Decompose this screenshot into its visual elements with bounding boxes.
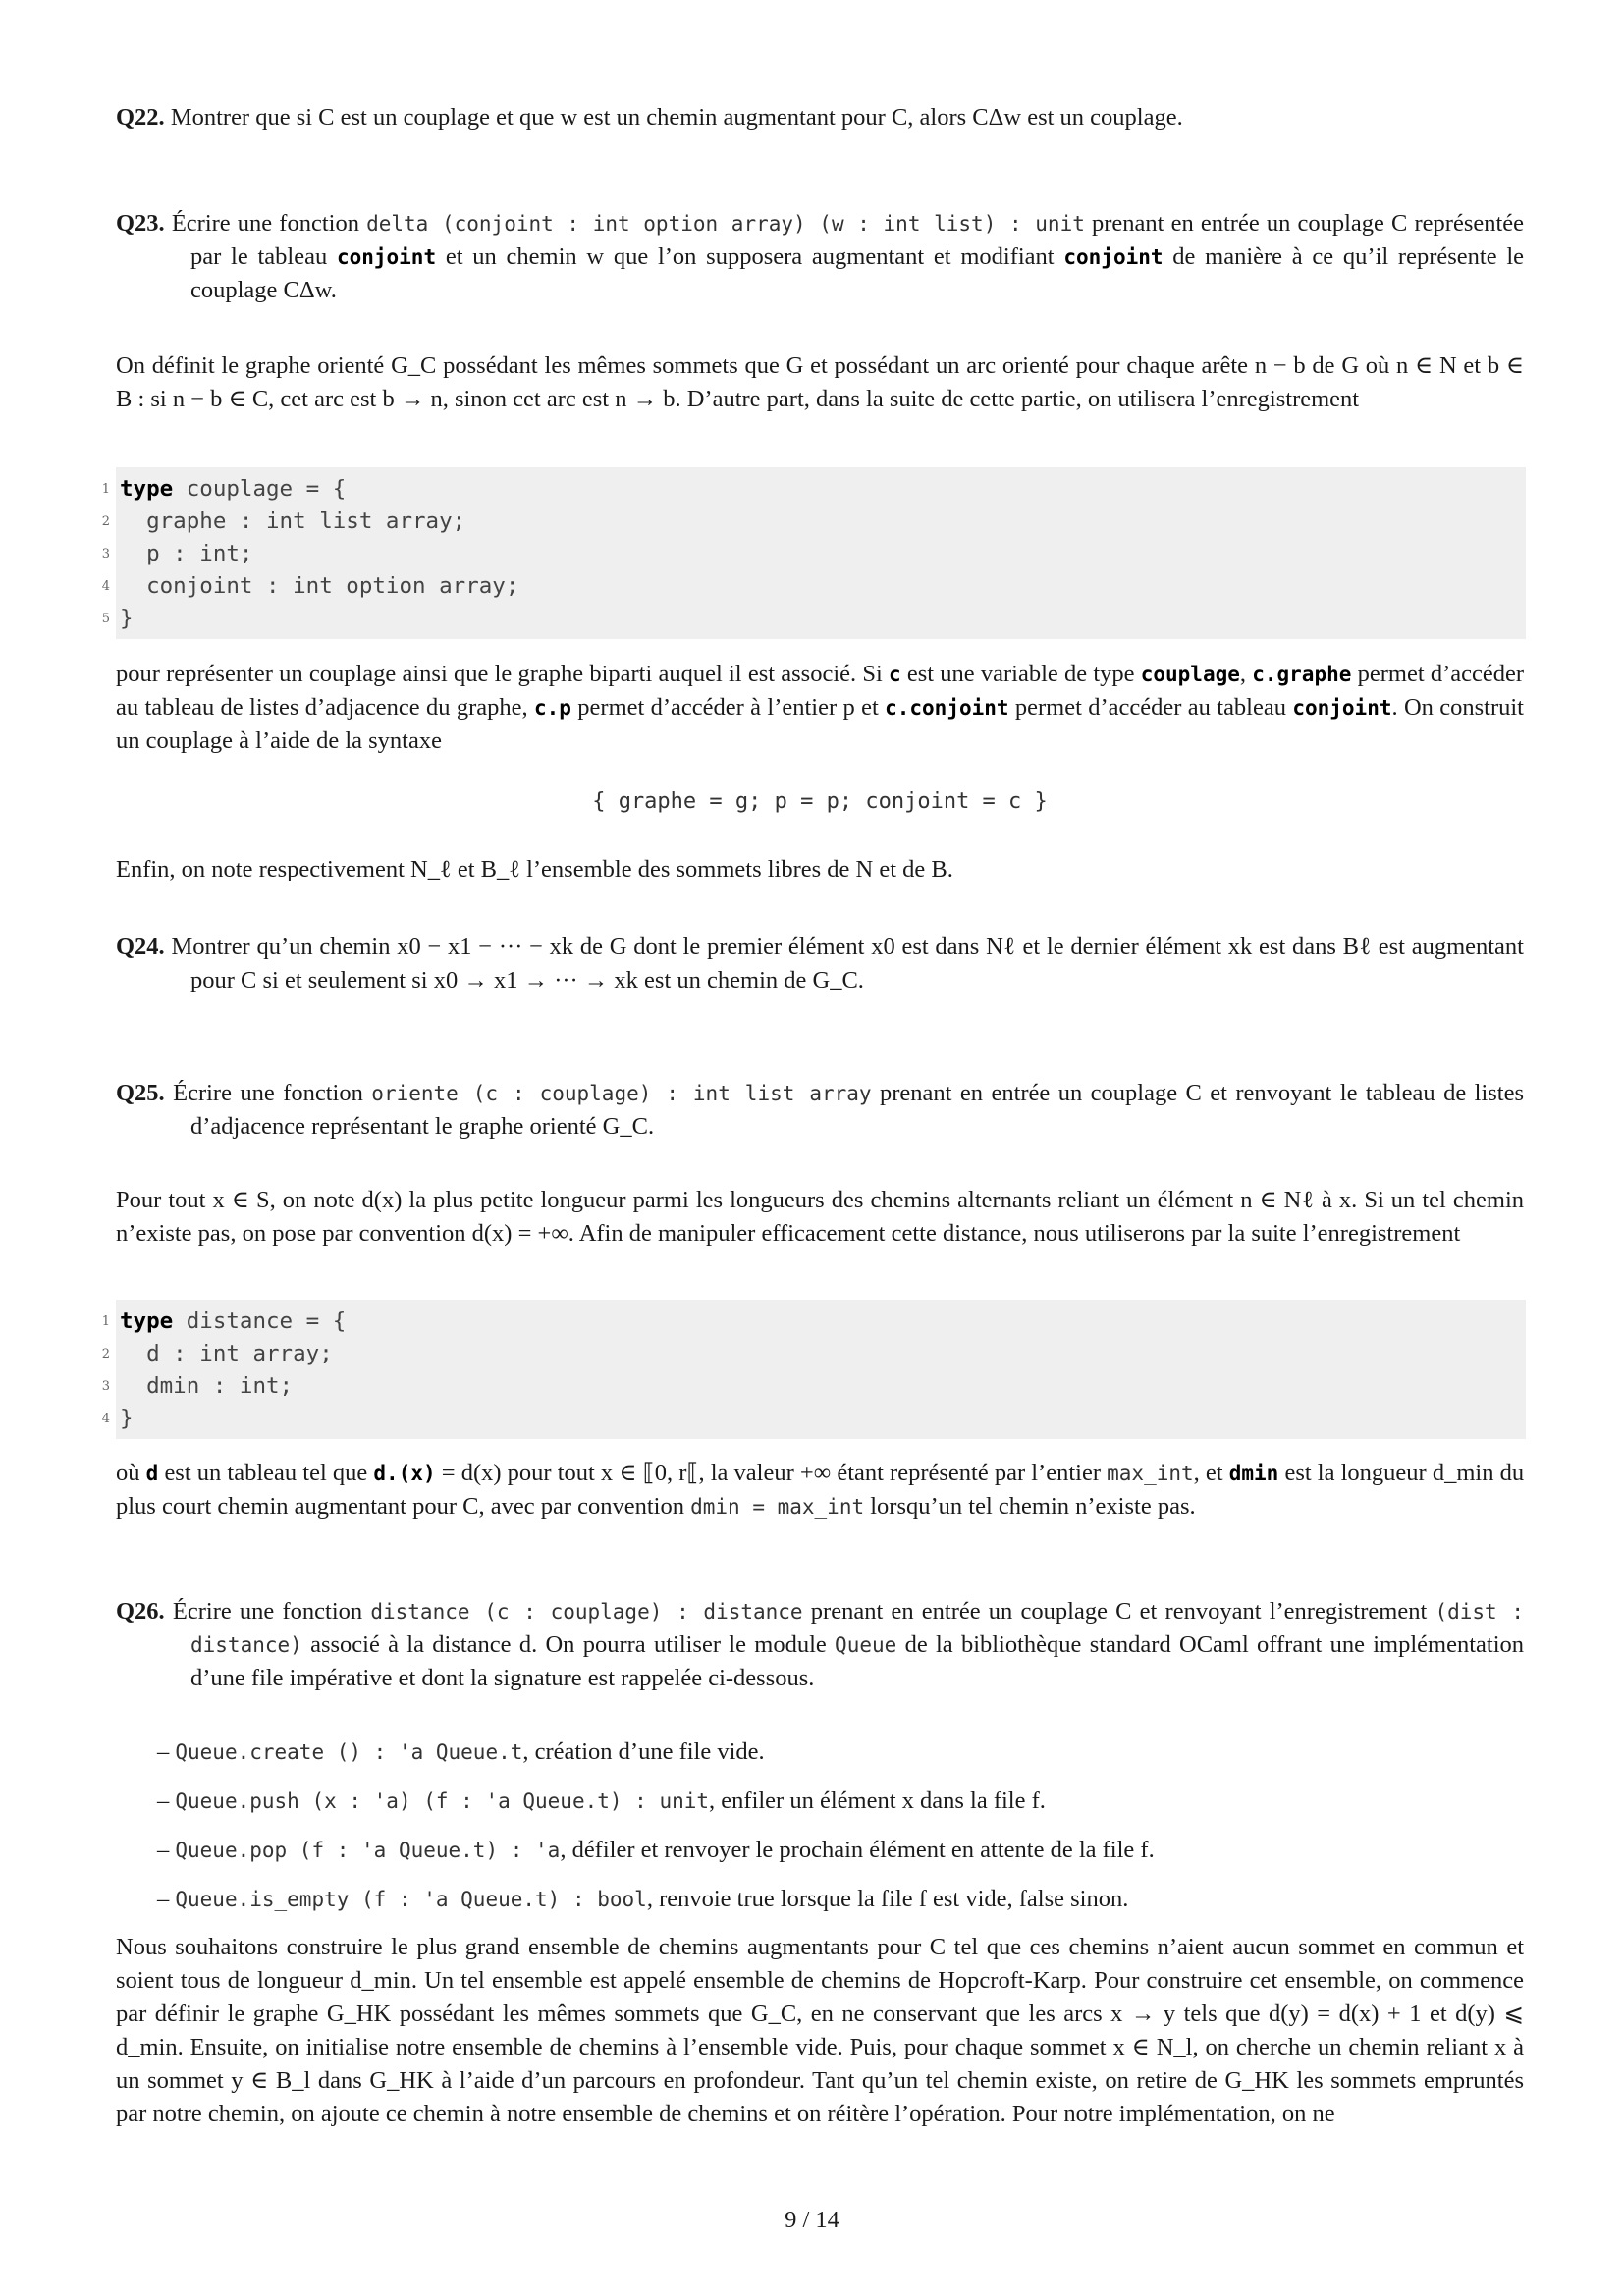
line-number: 5 xyxy=(101,612,110,626)
code-line: 1 type distance = { xyxy=(120,1306,1526,1338)
code-identifier: d.(x) xyxy=(373,1462,436,1485)
text: est une variable de type xyxy=(906,661,1135,687)
code-text: couplage = { xyxy=(173,476,347,502)
question-text: et un chemin w que l’on supposera augmentant et modifiant xyxy=(445,243,1055,270)
line-number: 1 xyxy=(101,482,110,497)
paragraph-distance-usage xyxy=(116,1457,1524,1523)
question-text: Montrer qu’un chemin x0 − x1 − ··· − xk de G dont le premier élément x0 est dans Nℓ et le dernier élément xk est dans Bℓ est augmentant pour C si et seulement si x0 → x1 → ··· → xk est un chemin de G_C. xyxy=(171,934,1524,993)
code-identifier: c.p xyxy=(534,696,571,720)
text: , et xyxy=(1193,1460,1223,1486)
code-identifier: c xyxy=(889,663,901,686)
paragraph-graph-definition: On définit le graphe orienté G_C possédant les mêmes sommets que G et possédant un arc orienté pour chaque arête n − b de G où n ∈ N et b ∈ B : si n − b ∈ C, cet arc est b → n, sinon cet arc est n → b. D’autre part, dans la suite de cette partie, on utilisera l’enregistrement xyxy=(116,352,1524,412)
question-text: Écrire une fonction xyxy=(172,1598,363,1625)
question-text: prenant en entrée un couplage C et renvoyant le tableau de listes d’adjacence représentant le graphe orienté G_C. xyxy=(190,1080,1525,1140)
text: permet d’accéder au tableau xyxy=(1014,694,1286,721)
code-identifier: (dist : distance) xyxy=(190,1600,1525,1657)
list-item: – Queue.push (x : 'a) (f : 'a Queue.t) : unit, enfiler un élément x dans la file f. xyxy=(157,1788,1046,1814)
code-text: d : int array; xyxy=(120,1341,333,1366)
list-item-text: , défiler et renvoyer le prochain élément en attente de la file f. xyxy=(560,1837,1155,1863)
code-line xyxy=(101,603,1526,635)
function-signature: distance (c : couplage) : distance xyxy=(370,1600,803,1624)
list-item: – Queue.pop (f : 'a Queue.t) : 'a, défiler et renvoyer le prochain élément en attente de la file f. xyxy=(157,1837,1155,1863)
question-text: Écrire une fonction xyxy=(173,1080,363,1106)
question-label: Q23. xyxy=(116,210,165,237)
text: pour représenter un couplage ainsi que le graphe biparti auquel il est associé. Si xyxy=(116,661,883,687)
question-26 xyxy=(116,1595,1524,1695)
code-identifier: Queue.push (x : 'a) (f : 'a Queue.t) : unit xyxy=(175,1789,710,1813)
code-line xyxy=(101,538,1526,570)
question-text: prenant en entrée un couplage C représentée par le tableau xyxy=(190,210,1525,270)
question-label: Q25. xyxy=(116,1080,165,1106)
list-item: – Queue.is_empty (f : 'a Queue.t) : bool, renvoie true lorsque la file f est vide, false sinon. xyxy=(157,1886,1129,1912)
code-block-couplage xyxy=(101,467,1526,639)
paragraph-hopcroft-karp: Nous souhaitons construire le plus grand ensemble de chemins augmentants pour C tel que ces chemins n’aient aucun sommet en commun et soient tous de longueur d_min. Un tel ensemble est appelé ensemble de chemins de Hopcroft-Karp. Pour construire cet ensemble, on commence par définir le graphe G_HK possédant les mêmes sommets que G_C, en ne conservant que les arcs x → y tels que d(y) = d(x) + 1 et d(y) ⩽ d_min. Ensuite, on initialise notre ensemble de chemins à l’ensemble vide. Puis, pour chaque sommet x ∈ N_l, on cherche un chemin reliant x à un sommet y ∈ B_l dans G_HK à l’aide d’un parcours en profondeur. Tant qu’un tel chemin existe, on retire de G_HK les sommets empruntés par notre chemin, on ajoute ce chemin à notre ensemble de chemins et on réitère l’opération. Pour notre implémentation, on ne xyxy=(116,1934,1524,2127)
code-block-distance xyxy=(101,1300,1526,1439)
text: est la longueur d_min du plus court chemin augmentant pour C, avec par convention xyxy=(116,1460,1525,1520)
code-identifier: Queue.is_empty (f : 'a Queue.t) : bool xyxy=(175,1888,647,1911)
list-item-text: , renvoie true lorsque la file f est vide, false sinon. xyxy=(646,1886,1129,1912)
queue-api-list xyxy=(157,1735,1522,1932)
text: = d(x) pour tout x ∈ ⟦0, r⟦, la valeur +∞ étant représenté par l’entier xyxy=(441,1460,1101,1486)
line-number: 3 xyxy=(101,547,110,561)
function-signature: delta (conjoint : int option array) (w : int list) : unit xyxy=(366,212,1085,236)
line-number: 2 xyxy=(101,1347,110,1362)
question-text: de la bibliothèque standard OCaml offrant une implémentation d’une file impérative et dont la signature est rappelée ci-dessous. xyxy=(190,1631,1525,1691)
code-identifier: conjoint xyxy=(1292,696,1392,720)
code-line xyxy=(101,570,1526,603)
line-number: 4 xyxy=(101,579,110,594)
line-number: 3 xyxy=(101,1379,110,1394)
code-line xyxy=(101,1338,1526,1370)
question-text: associé à la distance d. On pourra utiliser le module xyxy=(310,1631,827,1658)
code-identifier: Queue.create () : 'a Queue.t xyxy=(175,1740,523,1764)
code-identifier: c.graphe xyxy=(1252,663,1352,686)
code-identifier: dmin xyxy=(1228,1462,1279,1485)
question-25 xyxy=(116,1077,1524,1144)
code-text: } xyxy=(120,606,134,631)
paragraph-free-vertices: Enfin, on note respectivement N_ℓ et B_ℓ l’ensemble des sommets libres de N et de B. xyxy=(116,856,953,882)
list-item: – Queue.create () : 'a Queue.t, création d’une file vide. xyxy=(157,1738,765,1765)
code-text: graphe : int list array; xyxy=(120,508,466,534)
code-text: conjoint : int option array; xyxy=(120,573,519,599)
question-text: prenant en entrée un couplage C et renvoyant l’enregistrement xyxy=(810,1598,1428,1625)
question-22 xyxy=(116,101,1524,134)
code-text: distance = { xyxy=(173,1308,347,1334)
code-identifier: c.conjoint xyxy=(885,696,1009,720)
page-number: 9 / 14 xyxy=(785,2207,839,2233)
question-label: Q24. xyxy=(116,934,165,960)
question-24 xyxy=(116,931,1524,997)
list-item-text: , création d’une file vide. xyxy=(522,1738,765,1765)
question-label: Q22. xyxy=(116,104,165,131)
text: permet d’accéder à l’entier p et xyxy=(577,694,879,721)
code-line xyxy=(101,1403,1526,1435)
question-label: Q26. xyxy=(116,1598,165,1625)
line-number: 1 xyxy=(101,1314,110,1329)
question-text: Écrire une fonction xyxy=(171,210,359,237)
paragraph-couplage-usage: pour représenter un couplage ainsi que le graphe biparti auquel il est associé. Si c est une variable de type couplage, c.graphe permet d’accéder au tableau de listes d’adjacence du graphe, c.p permet d’accéder à l’entier p et c.conjoint permet d’accéder au tableau conjoint. On construit un couplage à l’aide de la syntaxe xyxy=(116,661,1525,754)
syntax-example: { graphe = g; p = p; conjoint = c } xyxy=(592,789,1048,814)
text: où xyxy=(116,1460,140,1486)
text: est un tableau tel que xyxy=(164,1460,368,1486)
code-line xyxy=(101,1370,1526,1403)
line-number: 2 xyxy=(101,514,110,529)
code-identifier: conjoint xyxy=(1063,245,1164,269)
function-signature: oriente (c : couplage) : int list array xyxy=(371,1082,872,1105)
code-line: 1 type couplage = { xyxy=(120,473,1526,506)
question-text: Montrer que si C est un couplage et que w est un chemin augmentant pour C, alors CΔw est un couplage. xyxy=(170,104,1183,131)
text: . On construit un couplage à l’aide de la syntaxe xyxy=(116,694,1524,754)
code-text: dmin : int; xyxy=(120,1373,294,1399)
code-line xyxy=(101,506,1526,538)
code-identifier: Queue.pop (f : 'a Queue.t) : 'a xyxy=(175,1839,561,1862)
text: lorsqu’un tel chemin n’existe pas. xyxy=(870,1493,1196,1520)
code-identifier: dmin = max_int xyxy=(690,1495,865,1519)
text: permet d’accéder au tableau de listes d’adjacence du graphe, xyxy=(116,661,1525,721)
code-identifier: max_int xyxy=(1107,1462,1194,1485)
line-number: 4 xyxy=(101,1412,110,1426)
question-text: de manière à ce qu’il représente le couplage CΔw. xyxy=(190,243,1525,303)
code-identifier: conjoint xyxy=(336,245,437,269)
code-identifier: couplage xyxy=(1140,663,1240,686)
code-identifier: d xyxy=(145,1462,159,1485)
paragraph-distance-definition: Pour tout x ∈ S, on note d(x) la plus petite longueur parmi les longueurs des chemins alternants reliant un élément n ∈ Nℓ à x. Si un tel chemin n’existe pas, on pose par convention d(x) = +∞. Afin de manipuler efficacement cette distance, nous utiliserons par la suite l’enregistrement xyxy=(116,1187,1524,1247)
code-text: } xyxy=(120,1406,134,1431)
list-item-text: , enfiler un élément x dans la file f. xyxy=(709,1788,1046,1814)
code-identifier: Queue xyxy=(835,1633,897,1657)
code-text: p : int; xyxy=(120,541,253,566)
question-23 xyxy=(116,207,1524,307)
